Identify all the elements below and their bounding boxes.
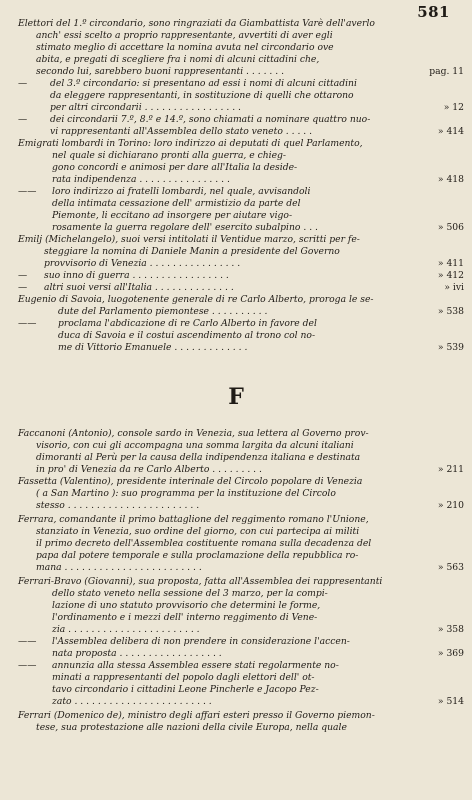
entry-text: dei circondarii 7.º, 8.º e 14.º, sono chiamati a nominare quattro nuo- — [50, 114, 371, 125]
index-line — [0, 648, 472, 660]
dash-marker: — — [18, 282, 28, 293]
index-line — [0, 588, 472, 600]
index-line — [0, 222, 472, 234]
index-line — [0, 710, 472, 722]
entry-text: nata proposta . . . . . . . . . . . . . . . . . . — [52, 648, 222, 659]
entry-text: dute del Parlamento piemontese . . . . . . . . . . — [58, 306, 268, 317]
page-reference: » 514 — [437, 696, 464, 707]
entry-text: ( a San Martino ): suo programma per la instituzione del Circolo — [36, 488, 336, 499]
page-reference: » 358 — [437, 624, 464, 635]
entry-text: Emilj (Michelangelo), suoi versi intitolati il Ventidue marzo, scritti per fe- — [18, 234, 360, 245]
entry-text: mana . . . . . . . . . . . . . . . . . . . . . . . . — [36, 562, 202, 573]
entry-text: annunzia alla stessa Assemblea essere stati regolarmente no- — [52, 660, 339, 671]
index-line — [0, 30, 472, 42]
index-line — [0, 722, 472, 734]
page-reference: » 538 — [437, 306, 464, 317]
index-line — [0, 150, 472, 162]
entry-text: l'Assemblea delibera di non prendere in considerazione l'accen- — [52, 636, 350, 647]
index-line — [0, 114, 472, 126]
entry-text: rosamente la guerra regolare dell' esercito subalpino . . . — [52, 222, 318, 233]
index-line — [0, 576, 472, 588]
index-line — [0, 318, 472, 330]
index-line — [0, 636, 472, 648]
index-line — [0, 464, 472, 476]
index-line — [0, 428, 472, 440]
index-line — [0, 342, 472, 354]
index-line — [0, 612, 472, 624]
index-line — [0, 198, 472, 210]
index-line — [0, 210, 472, 222]
page-reference: » 369 — [437, 648, 464, 659]
entry-text: in pro' di Venezia da re Carlo Alberto . . . . . . . . . — [36, 464, 262, 475]
index-line — [0, 500, 472, 512]
index-line — [0, 294, 472, 306]
entry-text: zia . . . . . . . . . . . . . . . . . . . . . . . — [52, 624, 200, 635]
page-reference: » 418 — [437, 174, 464, 185]
entry-text: secondo lui, sarebbero buoni rappresentanti . . . . . . . — [36, 66, 285, 77]
index-line — [0, 538, 472, 550]
index-line — [0, 550, 472, 562]
index-line — [0, 660, 472, 672]
entry-text: gono concordi e animosi per dare all'Italia la deside- — [52, 162, 298, 173]
entry-text: dello stato veneto nella sessione del 3 marzo, per la compi- — [52, 588, 328, 599]
entry-text: del 3.º circondario: si presentano ad essi i nomi di alcuni cittadini — [50, 78, 357, 89]
entry-text: della intimata cessazione dell' armistizio da parte del — [52, 198, 301, 209]
entry-text: duca di Savoia e il costui ascendimento al trono col no- — [58, 330, 316, 341]
entry-text: dimoranti al Perù per la causa della indipendenza italiana e destinata — [36, 452, 361, 463]
dash-marker: — — [18, 114, 28, 125]
index-line — [0, 90, 472, 102]
entry-text: loro indirizzo ai fratelli lombardi, nel quale, avvisandoli — [52, 186, 311, 197]
page-reference: » ivi — [444, 282, 464, 293]
entry-text: Ferrari (Domenico de), ministro degli affari esteri presso il Governo piemon- — [18, 710, 375, 721]
index-line — [0, 440, 472, 452]
dash-marker: — — [18, 270, 28, 281]
index-line — [0, 102, 472, 114]
entry-text: visorio, con cui gli accompagna una somma largita da alcuni italiani — [36, 440, 354, 451]
entry-text: Emigrati lombardi in Torino: loro indirizzo ai deputati di quel Parlamento, — [18, 138, 363, 149]
index-line — [0, 624, 472, 636]
index-line — [0, 282, 472, 294]
dash-marker: —— — [18, 318, 37, 329]
entry-text: Elettori del 1.º circondario, sono ringraziati da Giambattista Varè dell'averlo — [18, 18, 375, 29]
dash-marker: —— — [18, 660, 37, 671]
section-letter: F — [228, 384, 244, 410]
entry-text: vi rappresentanti all'Assemblea dello stato veneto . . . . . — [50, 126, 313, 137]
entry-text: suo inno di guerra . . . . . . . . . . . . . . . . . — [44, 270, 229, 281]
entry-text: steggiare la nomina di Daniele Manin a presidente del Governo — [44, 246, 340, 257]
index-line — [0, 78, 472, 90]
entry-text: Piemonte, li eccitano ad insorgere per aiutare vigo- — [52, 210, 293, 221]
page-reference: » 211 — [437, 464, 464, 475]
index-line — [0, 330, 472, 342]
page-number: 581 — [417, 3, 450, 21]
entry-text: minati a rappresentanti del popolo dagli elettori dell' ot- — [52, 672, 315, 683]
entry-text: Ferrara, comandante il primo battaglione del reggimento romano l'Unione, — [18, 514, 369, 525]
page-reference: » 563 — [437, 562, 464, 573]
entry-text: da eleggere rappresentanti, in sostituzione di quelli che ottarono — [50, 90, 354, 101]
entry-text: l'ordinamento e i mezzi dell' interno reggimento di Vene- — [52, 612, 318, 623]
entry-text: per altri circondarii . . . . . . . . . . . . . . . . . — [50, 102, 241, 113]
entry-text: Eugenio di Savoia, luogotenente generale di re Carlo Alberto, proroga le se- — [18, 294, 374, 305]
index-line — [0, 526, 472, 538]
page-reference: pag. 11 — [429, 66, 464, 77]
index-line — [0, 18, 472, 30]
entry-text: altri suoi versi all'Italia . . . . . . . . . . . . . . — [44, 282, 234, 293]
index-line — [0, 306, 472, 318]
index-line — [0, 258, 472, 270]
entry-text: il primo decreto dell'Assemblea costituente romana sulla decadenza del — [36, 538, 372, 549]
index-line — [0, 672, 472, 684]
entry-text: stanziato in Venezia, suo ordine del giorno, con cui partecipa ai militi — [36, 526, 360, 537]
index-line — [0, 600, 472, 612]
index-line — [0, 488, 472, 500]
index-line — [0, 42, 472, 54]
page-reference: » 539 — [437, 342, 464, 353]
page-reference: » 506 — [437, 222, 464, 233]
page-reference: » 414 — [437, 126, 464, 137]
index-line — [0, 234, 472, 246]
entry-text: Ferrari-Bravo (Giovanni), sua proposta, fatta all'Assemblea dei rappresentanti — [18, 576, 383, 587]
index-line — [0, 476, 472, 488]
entry-text: zato . . . . . . . . . . . . . . . . . . . . . . . . — [52, 696, 212, 707]
page-reference: » 412 — [437, 270, 464, 281]
index-line — [0, 54, 472, 66]
index-line — [0, 452, 472, 464]
page-reference: » 210 — [437, 500, 464, 511]
index-line — [0, 162, 472, 174]
entry-text: abita, e pregati di scegliere fra i nomi di alcuni cittadini che, — [36, 54, 320, 65]
entry-text: tese, sua protestazione alle nazioni della civile Europa, nella quale — [36, 722, 347, 733]
entry-text: Fassetta (Valentino), presidente interinale del Circolo popolare di Venezia — [18, 476, 363, 487]
entry-text: anch' essi scelto a proprio rappresentante, avvertiti di aver egli — [36, 30, 333, 41]
entry-text: proclama l'abdicazione di re Carlo Alberto in favore del — [58, 318, 317, 329]
entry-text: nel quale si dichiarano pronti alla guerra, e chieg- — [52, 150, 287, 161]
entry-text: stesso . . . . . . . . . . . . . . . . . . . . . . . — [36, 500, 200, 511]
dash-marker: —— — [18, 186, 37, 197]
entry-text: provvisorio di Venezia . . . . . . . . . . . . . . . . — [44, 258, 241, 269]
index-line — [0, 186, 472, 198]
dash-marker: — — [18, 78, 28, 89]
entry-text: lazione di uno statuto provvisorio che determini le forme, — [52, 600, 321, 611]
index-line — [0, 270, 472, 282]
index-line — [0, 562, 472, 574]
entry-text: rata indipendenza . . . . . . . . . . . . . . . . — [52, 174, 230, 185]
index-line — [0, 246, 472, 258]
page-reference: » 411 — [437, 258, 464, 269]
entry-text: tavo circondario i cittadini Leone Pincherle e Jacopo Pez- — [52, 684, 319, 695]
index-line — [0, 174, 472, 186]
page-reference: » 12 — [443, 102, 464, 113]
index-line — [0, 66, 472, 78]
entry-text: stimato meglio di accettare la nomina avuta nel circondario ove — [36, 42, 334, 53]
index-line — [0, 696, 472, 708]
dash-marker: —— — [18, 636, 37, 647]
entry-text: papa dal potere temporale e sulla proclamazione della repubblica ro- — [36, 550, 359, 561]
entry-text: me di Vittorio Emanuele . . . . . . . . . . . . . — [58, 342, 248, 353]
index-line — [0, 514, 472, 526]
index-line — [0, 138, 472, 150]
index-line — [0, 126, 472, 138]
index-line — [0, 684, 472, 696]
entry-text: Faccanoni (Antonio), console sardo in Venezia, sua lettera al Governo prov- — [18, 428, 369, 439]
